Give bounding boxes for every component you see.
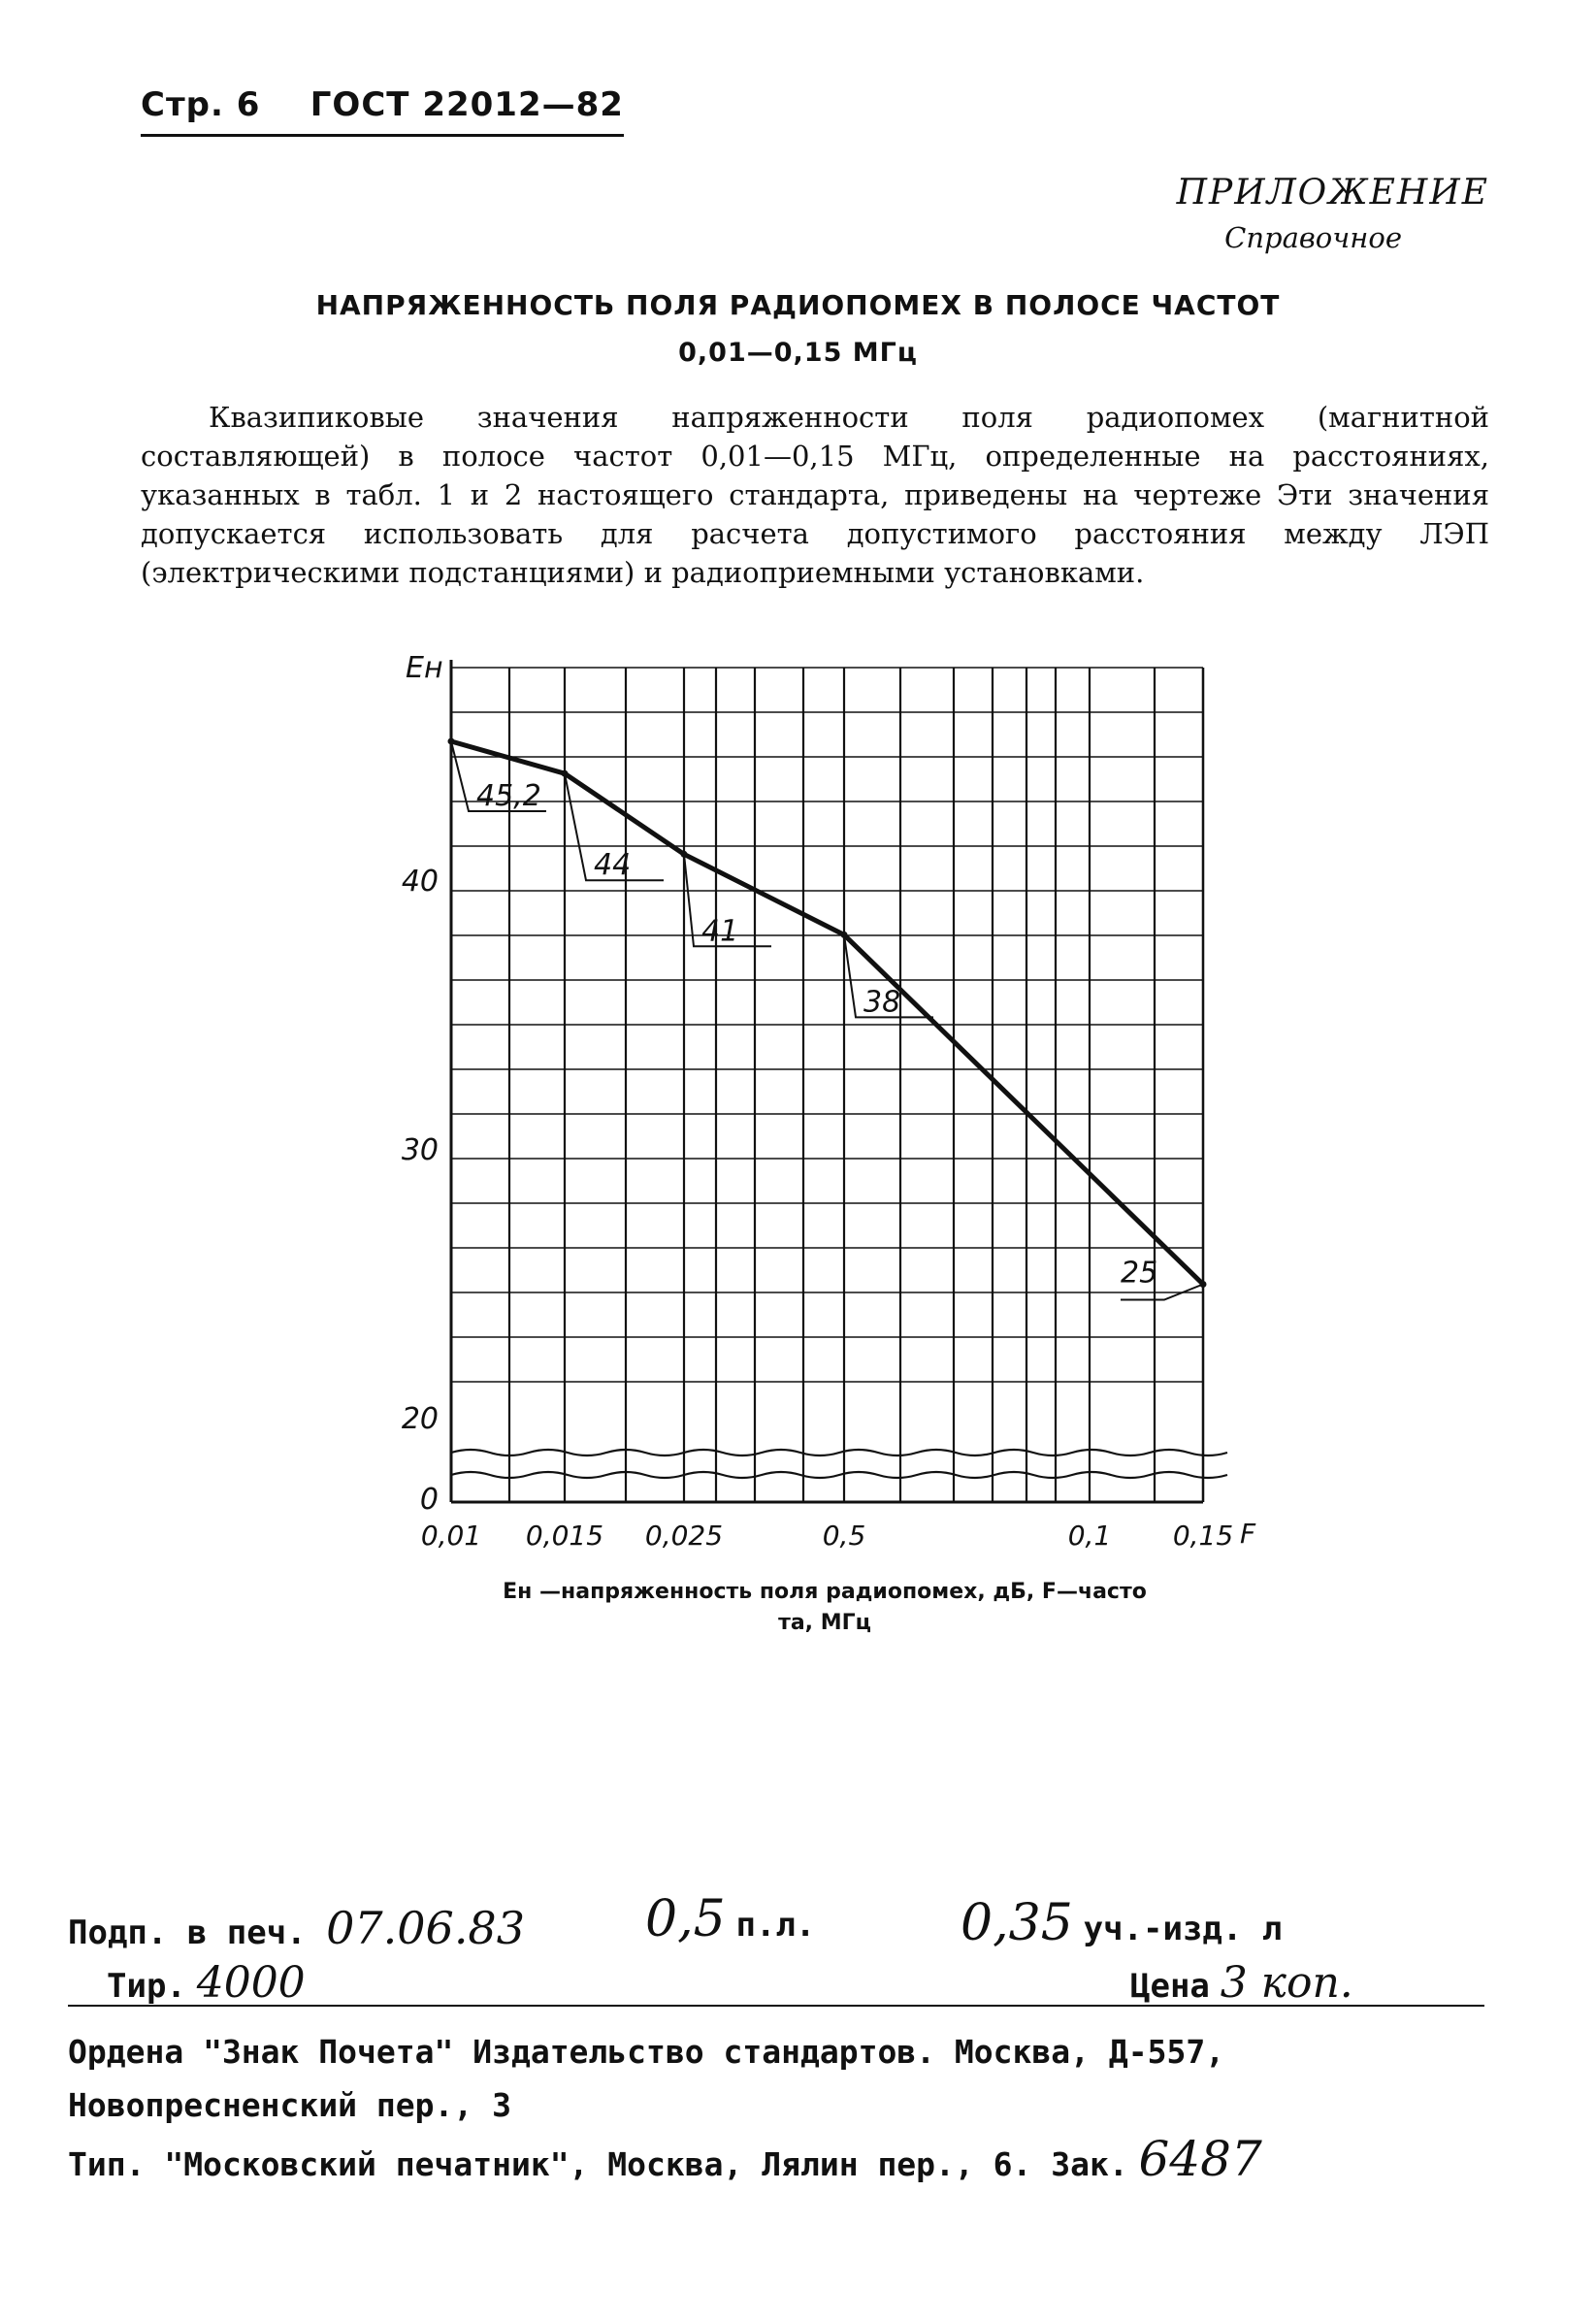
document-title: НАПРЯЖЕННОСТЬ ПОЛЯ РАДИОПОМЕХ В ПОЛОСЕ ЧАСТОТ (315, 289, 1281, 321)
appendix-subtitle: Справочное (1224, 221, 1402, 254)
data-label: 44 (594, 848, 632, 883)
x-tick-label: 0,15 (1172, 1520, 1234, 1552)
page-number: Стр. 6 (141, 85, 261, 124)
edition-label: уч.-изд. л (1083, 1910, 1283, 1948)
x-tick-label: 0,01 (420, 1520, 482, 1552)
order-number: 6487 (1138, 2131, 1262, 2187)
publisher-line-2: Новопресненский пер., 3 (68, 2086, 511, 2124)
data-label: 38 (863, 985, 901, 1020)
y-axis-label: Eн (406, 651, 443, 685)
chart-caption (407, 1577, 1242, 1639)
imprint-edition (961, 1894, 1282, 1952)
x-tick-label: 0,025 (644, 1520, 724, 1552)
axis-break-line (451, 1450, 1227, 1455)
data-label: 41 (701, 914, 739, 949)
imprint-divider (68, 2005, 1484, 2007)
imprint-run (107, 1958, 306, 2008)
data-label: 25 (1121, 1256, 1158, 1291)
caption-line-2: та, МГц (778, 1611, 871, 1635)
axis-break-line (451, 1472, 1227, 1478)
y-tick-label: 20 (401, 1402, 439, 1436)
price-label: Цена (1130, 1967, 1210, 2006)
printer-line (68, 2131, 1262, 2187)
y-tick-label: 30 (401, 1133, 439, 1167)
edition-value: 0,35 (961, 1894, 1073, 1952)
appendix-title: ПРИЛОЖЕНИЕ (1176, 173, 1489, 213)
printer-text: Тип. "Московский печатник", Москва, Лялин пер., 6. Зак. (68, 2145, 1128, 2183)
run-label: Тир. (107, 1967, 186, 2006)
data-label: 45,2 (476, 778, 541, 813)
x-tick-label: 0,5 (822, 1520, 866, 1552)
imprint-sheets (645, 1890, 815, 1948)
signed-date: 07.06.83 (326, 1902, 525, 1954)
publisher-line-1: Ордена "Знак Почета" Издательство стандартов. Москва, Д-557, (68, 2033, 1225, 2071)
standard-number: ГОСТ 22012—82 (309, 85, 624, 124)
sheets-value: 0,5 (645, 1890, 726, 1948)
sheets-label: п.л. (735, 1906, 816, 1945)
x-axis-label: F (1240, 1518, 1256, 1550)
document-title-range: 0,01—0,15 МГц (678, 338, 918, 368)
price-value: 3 коп. (1220, 1958, 1353, 2008)
y-tick-label: 40 (401, 865, 439, 899)
imprint-signed (68, 1902, 525, 1954)
x-tick-label: 0,015 (525, 1520, 604, 1552)
signed-label: Подп. в печ. (68, 1913, 307, 1952)
caption-line-1: Eн —напряженность поля радиопомех, дБ, F—часто (503, 1580, 1147, 1604)
body-paragraph: Квазипиковые значения напряженности поля радиопомех (магнитной составляющей) в полосе частот 0,01—0,15 МГц, определенные на расстояниях, указанных в табл. 1 и 2 настоящего стандарта, приведены на чертеже Эти значения допускается использовать для расчета допустимого расстояния между ЛЭП (электрическими подстанциями) и радиоприемными установками. (141, 401, 1489, 589)
imprint-price (1130, 1958, 1353, 2008)
x-tick-label: 0,1 (1067, 1520, 1112, 1552)
run-value: 4000 (196, 1958, 306, 2008)
y-tick-label: 0 (419, 1483, 439, 1517)
